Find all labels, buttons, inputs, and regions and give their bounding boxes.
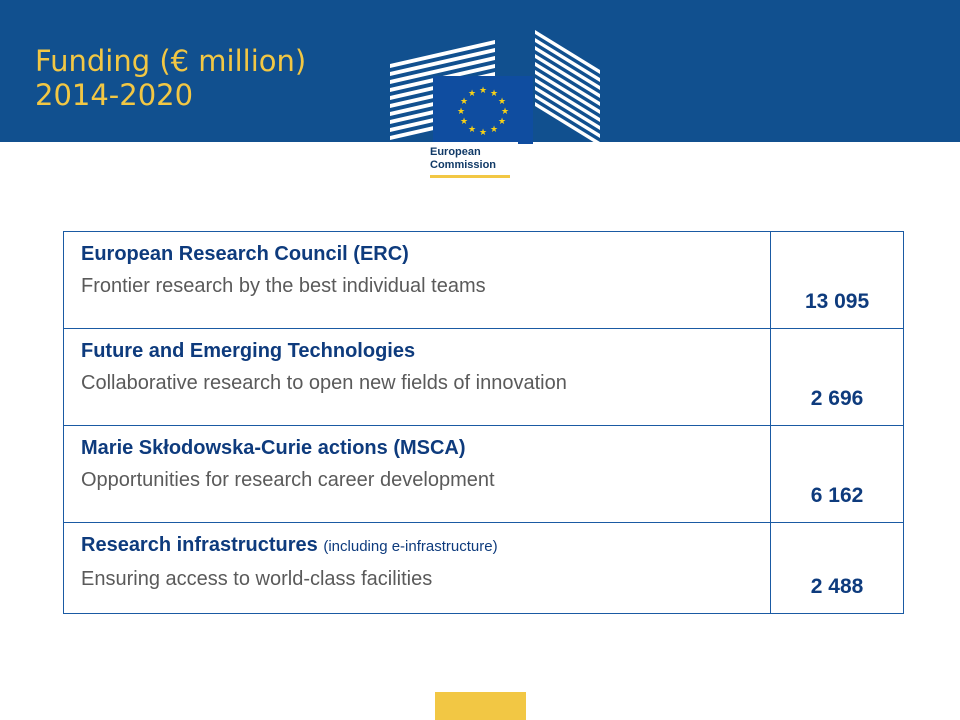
table-row bbox=[64, 426, 904, 523]
row-description bbox=[64, 232, 771, 329]
row-title: European Research Council (ERC) bbox=[81, 243, 409, 265]
footer-accent-block bbox=[435, 692, 526, 720]
logo-underline bbox=[430, 175, 510, 178]
svg-text:★: ★ bbox=[467, 89, 477, 99]
svg-text:★: ★ bbox=[497, 97, 507, 107]
row-subtitle: Frontier research by the best individual teams bbox=[81, 275, 486, 297]
svg-text:★: ★ bbox=[489, 89, 499, 99]
european-commission-logo bbox=[385, 30, 610, 190]
page-title-line2: 2014-2020 bbox=[35, 78, 194, 112]
row-subtitle: Collaborative research to open new fields of innovation bbox=[81, 372, 567, 394]
row-subtitle: Opportunities for research career development bbox=[81, 469, 495, 491]
row-note: (including e-infrastructure) bbox=[323, 538, 498, 555]
logo-text bbox=[430, 146, 496, 172]
row-value: 2 696 bbox=[771, 329, 904, 426]
row-value: 13 095 bbox=[771, 232, 904, 329]
row-value: 6 162 bbox=[771, 426, 904, 523]
logo-line2: Commission bbox=[430, 159, 497, 171]
logo-line1: European bbox=[430, 146, 481, 158]
page-title-line1: Funding (€ million) bbox=[35, 44, 307, 78]
table-row bbox=[64, 523, 904, 614]
page-title bbox=[35, 44, 306, 112]
eu-flag-icon bbox=[433, 76, 533, 144]
svg-text:★: ★ bbox=[456, 107, 466, 117]
row-subtitle: Ensuring access to world-class facilities bbox=[81, 568, 433, 590]
svg-text:★: ★ bbox=[500, 107, 510, 117]
svg-text:★: ★ bbox=[489, 125, 499, 135]
row-title: Future and Emerging Technologies bbox=[81, 340, 416, 362]
row-description bbox=[64, 523, 771, 614]
table-row bbox=[64, 329, 904, 426]
svg-text:★: ★ bbox=[459, 97, 469, 107]
svg-text:★: ★ bbox=[478, 128, 488, 138]
table-row bbox=[64, 232, 904, 329]
svg-text:★: ★ bbox=[459, 117, 469, 127]
row-title: Marie Skłodowska-Curie actions (MSCA) bbox=[81, 437, 466, 459]
row-value: 2 488 bbox=[771, 523, 904, 614]
svg-text:★: ★ bbox=[467, 125, 477, 135]
row-title: Research infrastructures (including e-infrastructure) bbox=[81, 534, 498, 556]
row-description bbox=[64, 329, 771, 426]
row-description bbox=[64, 426, 771, 523]
svg-text:★: ★ bbox=[497, 117, 507, 127]
svg-text:★: ★ bbox=[478, 86, 488, 96]
funding-table bbox=[63, 231, 904, 614]
